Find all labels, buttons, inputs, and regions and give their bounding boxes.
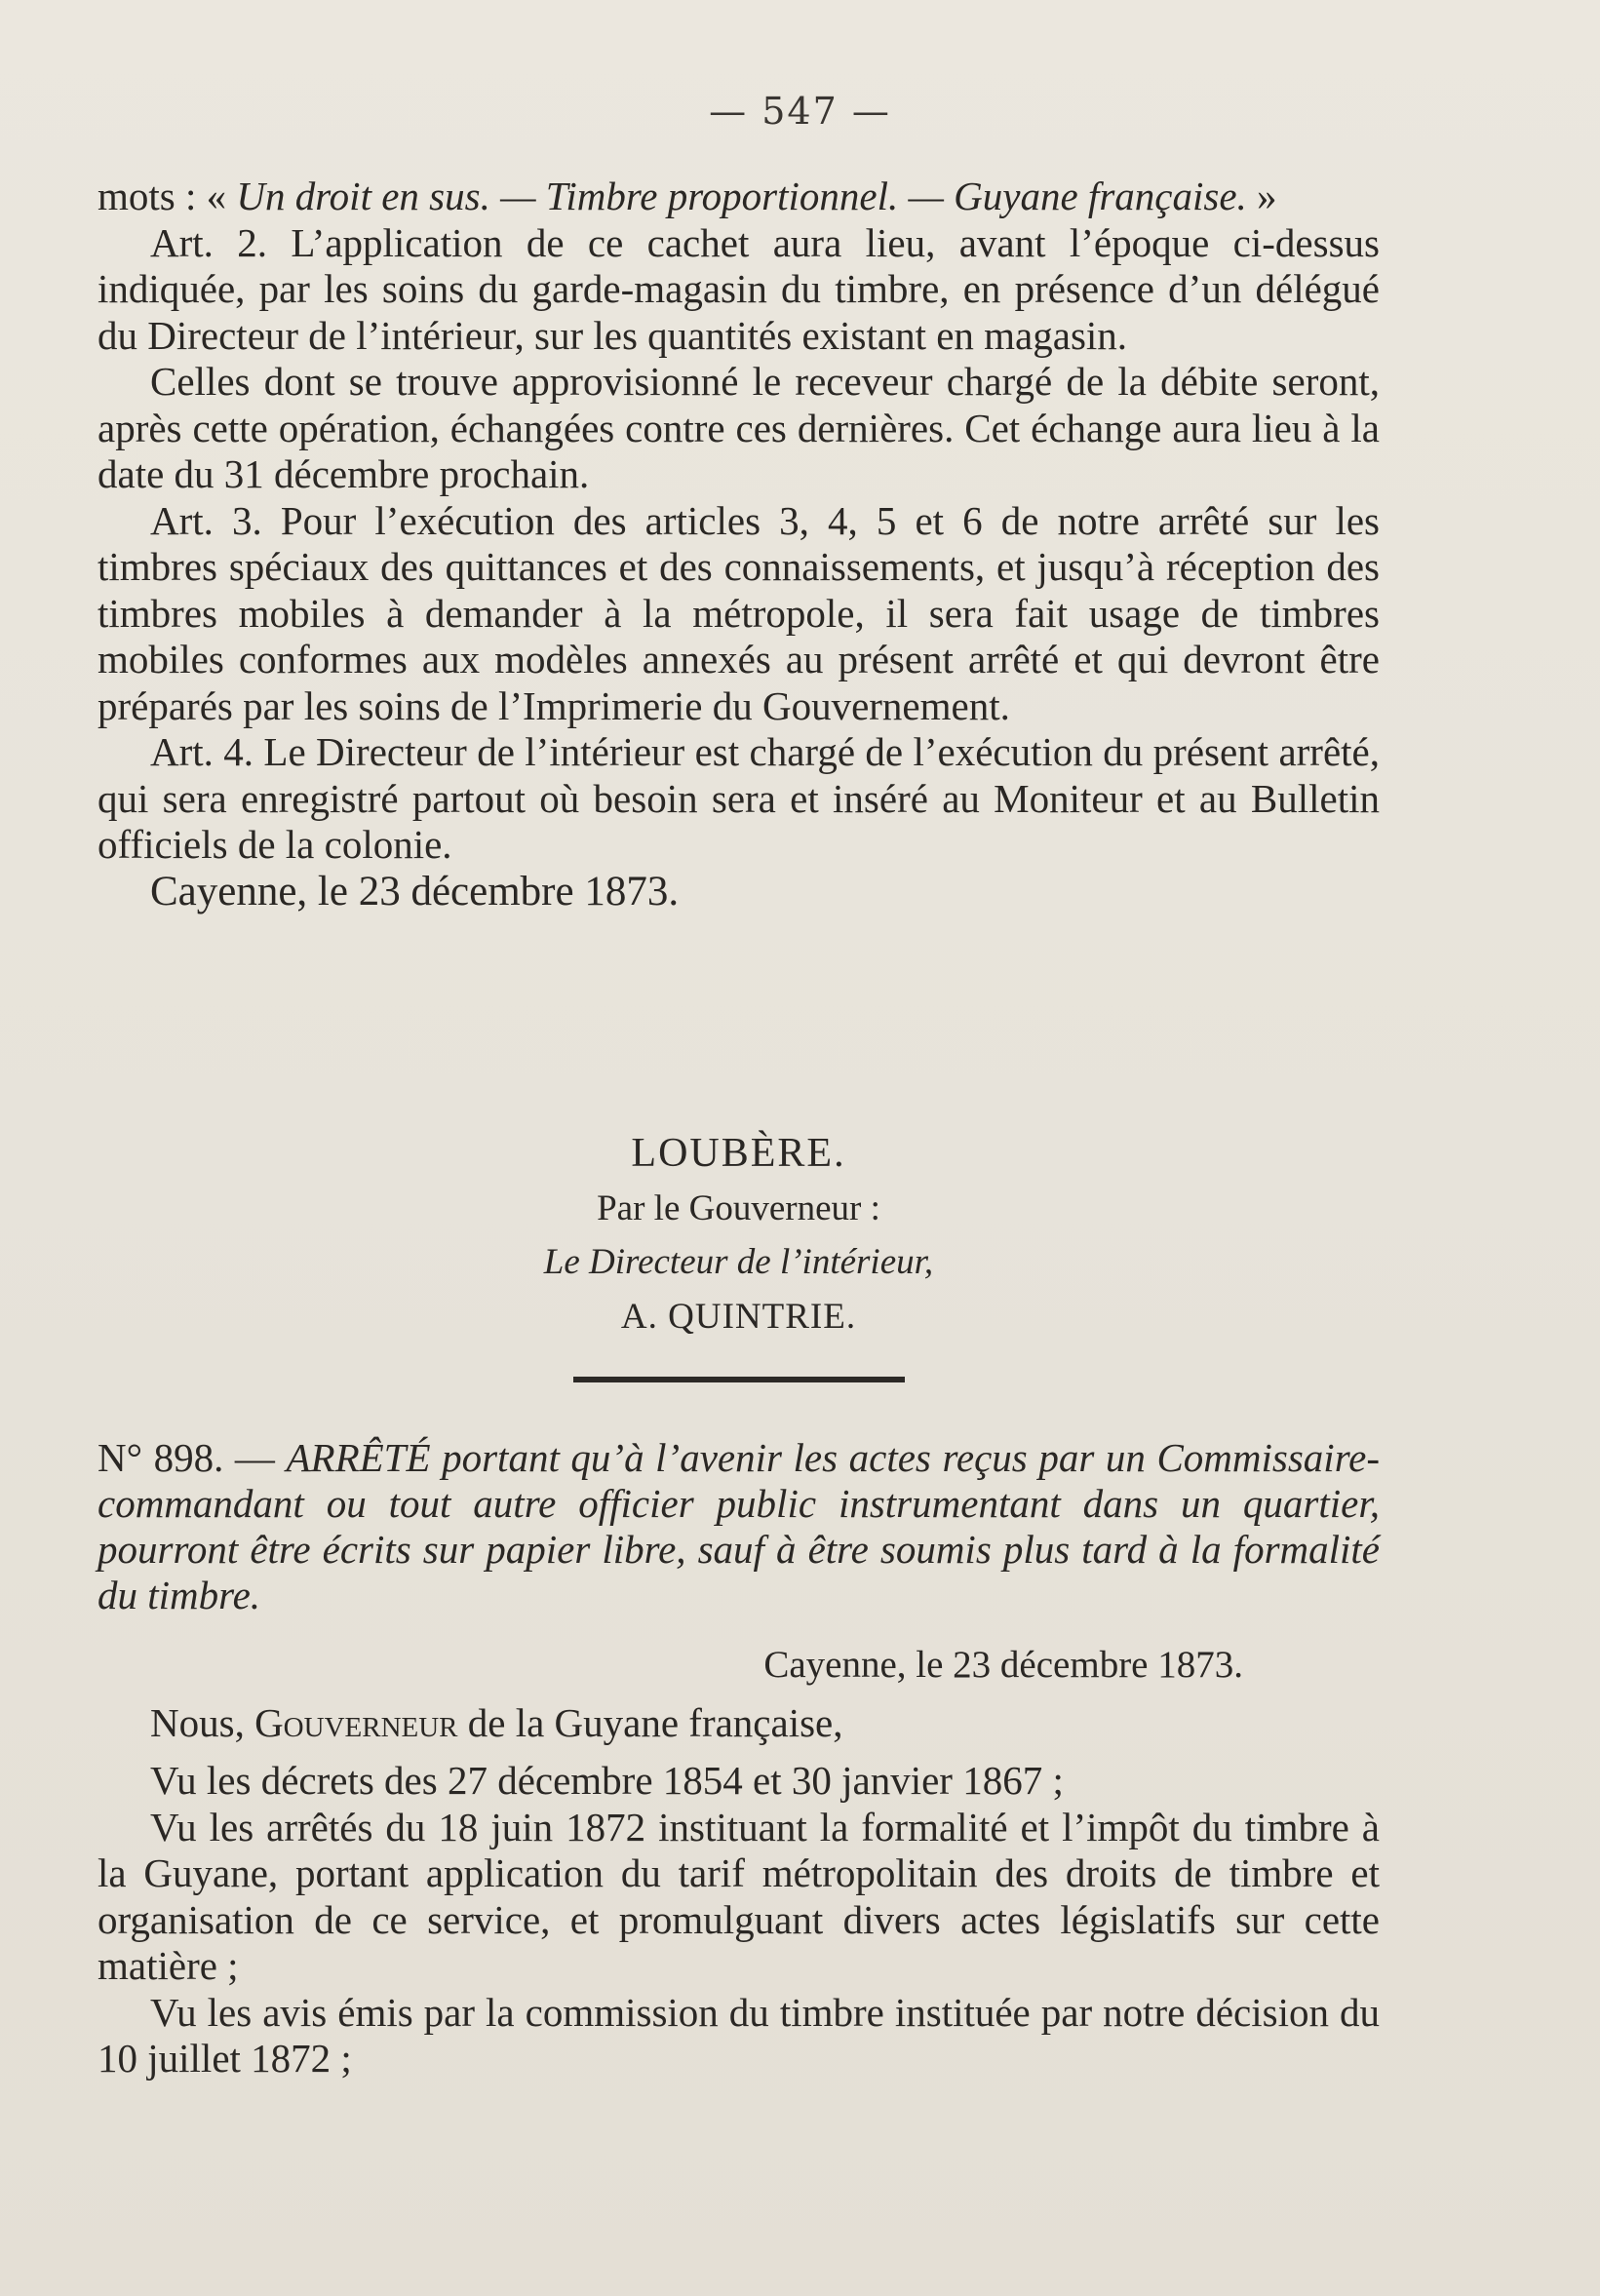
mots-start: mots : « xyxy=(98,174,237,218)
vu-arretes: Vu les arrêtés du 18 juin 1872 instituant la formalité et l’impôt du timbre à la Guyane, portant application du tarif métropolitain des droits de timbre et organisation de ce service, et promulguant divers actes législatifs sur cette matière ; xyxy=(98,1804,1380,1988)
intro-rest: de la Guyane française, xyxy=(457,1699,843,1745)
vu-decrets: Vu les décrets des 27 décembre 1854 et 30 janvier 1867 ; xyxy=(150,1758,1064,1803)
vu-avis: Vu les avis émis par la commission du timbre instituée par notre décision du 10 juillet 1872 ; xyxy=(98,1989,1380,2081)
mots-end: » xyxy=(1246,174,1277,218)
intro-nous: Nous, xyxy=(150,1699,255,1745)
signature-signer: A. QUINTRIE. xyxy=(620,1296,857,1337)
decree-title: ARRÊTÉ portant qu’à l’avenir les actes reçus par un Commissaire-commandant ou tout autre officier public instrumentant dans un quartier, pourront être écrits sur papier libre, sauf à être soumis plus tard à la formalité du timbre. xyxy=(98,1435,1380,1617)
article-3: Art. 3. Pour l’exécution des articles 3, 4, 5 et 6 de notre arrêté sur les timbres spéciaux des quittances et des connaissements, et jusqu’à réception des timbres mobiles à demander à la métropole, il sera fait usage de timbres mobiles conformes aux modèles annexés au présent arrêté et qui devront être préparés par les soins de l’Imprimerie du Gouvernement. xyxy=(98,497,1380,728)
article-4: Art. 4. Le Directeur de l’intérieur est chargé de l’exécution du présent arrêté, qui sera enregistré partout où besoin sera et inséré au Moniteur et au Bulletin officiels de la colonie. xyxy=(98,729,1380,867)
signature-by: Par le Gouverneur : xyxy=(597,1187,880,1228)
signature-role: Le Directeur de l’intérieur, xyxy=(543,1242,934,1282)
signature-block xyxy=(98,1131,1380,1340)
page-number: — 547 — xyxy=(709,90,891,133)
mots-italic: Un droit en sus. — Timbre proportionnel. — Guyane française. xyxy=(236,174,1247,218)
article-2: Art. 2. L’application de ce cachet aura lieu, avant l’époque ci-dessus indiquée, par les soins du garde-magasin du timbre, en présence d’un délégué du Directeur de l’intérieur, sur les quantités existant en magasin. xyxy=(98,219,1380,358)
intro-gouverneur: Gouverneur xyxy=(254,1699,458,1745)
decree-section xyxy=(98,1435,1380,2082)
decree-heading xyxy=(98,1435,1380,1618)
date-cayenne-1: Cayenne, le 23 décembre 1873. xyxy=(150,868,680,915)
paragraph-celles: Celles dont se trouve approvisionné le receveur chargé de la débite seront, après cette opération, échangées contre ces dernières. Cet échange aura lieu à la date du 31 décembre prochain. xyxy=(98,359,1380,496)
paragraph-mots xyxy=(98,174,1380,220)
top-section xyxy=(98,174,1380,915)
decree-date: Cayenne, le 23 décembre 1873. xyxy=(763,1644,1243,1686)
decree-intro xyxy=(98,1700,1380,1747)
decree-number: N° 898. — xyxy=(98,1435,287,1480)
signature-name: LOUBÈRE. xyxy=(631,1131,846,1176)
section-divider xyxy=(573,1377,905,1382)
